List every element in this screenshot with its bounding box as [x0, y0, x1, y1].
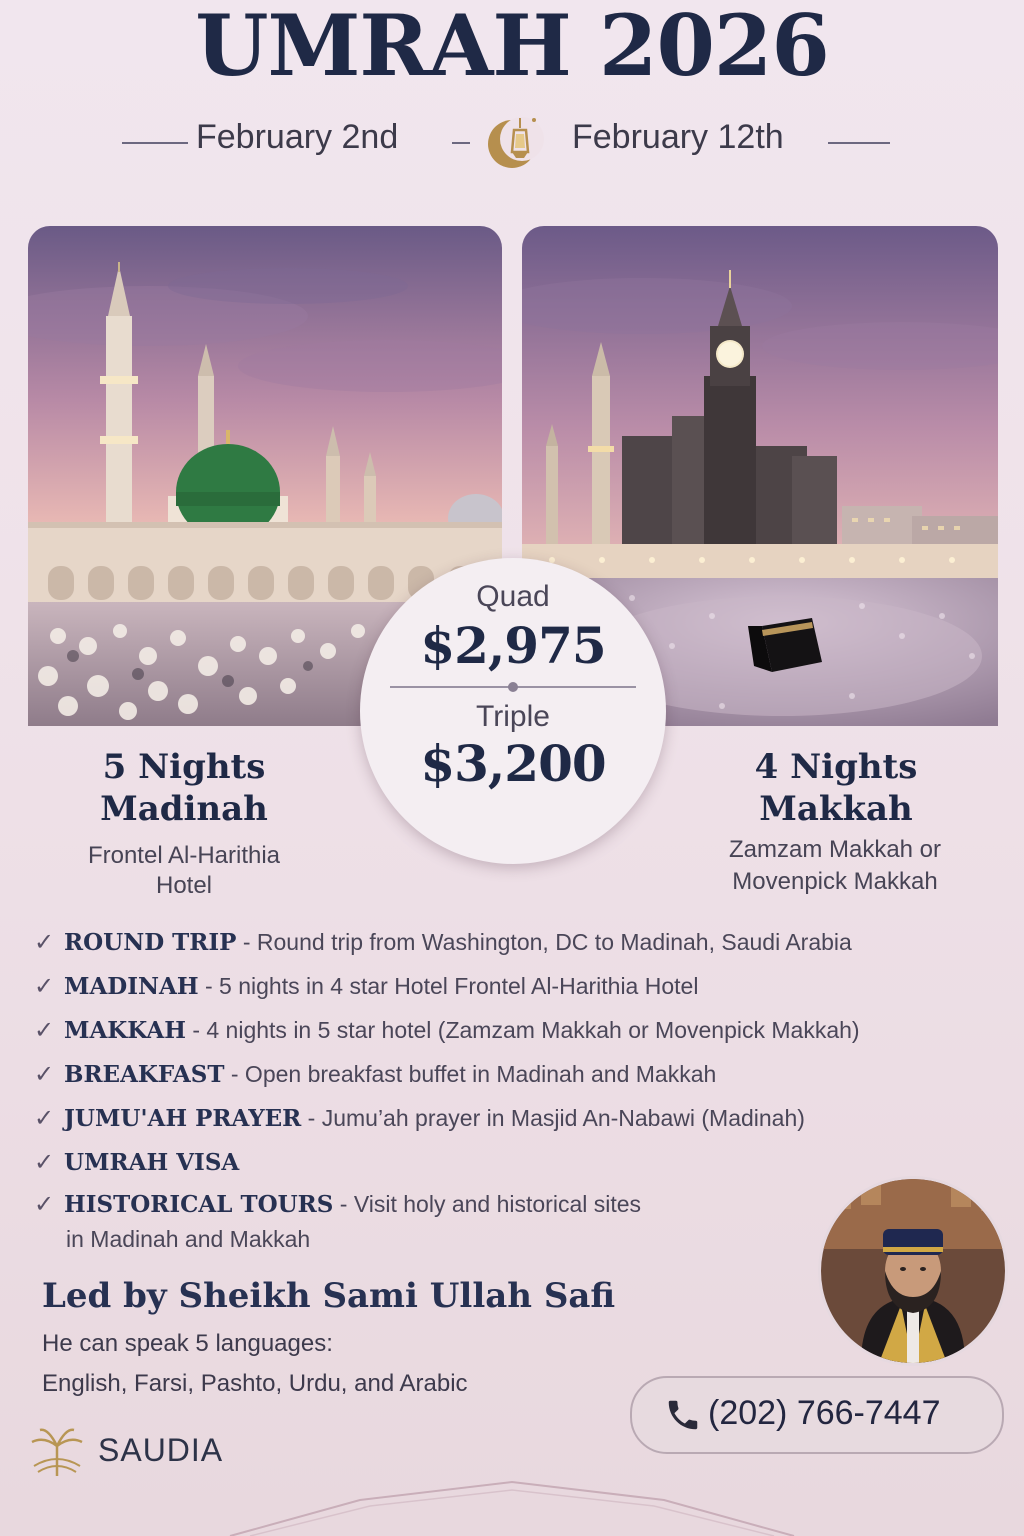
phone-number: (202) 766-7447 — [708, 1394, 941, 1432]
triple-price: $3,200 — [420, 734, 606, 793]
leader-languages-intro: He can speak 5 languages: — [42, 1330, 333, 1357]
check-icon: ✓ — [34, 1017, 55, 1044]
leader-name: Led by Sheikh Sami Ullah Safi — [42, 1276, 616, 1316]
feature-madinah: ✓ MADINAH - 5 nights in 4 star Hotel Frontel Al-Harithia Hotel — [34, 973, 699, 1000]
phone-icon — [664, 1396, 702, 1434]
feature-breakfast: ✓ BREAKFAST - Open breakfast buffet in Madinah and Makkah — [34, 1061, 717, 1088]
crescent-lantern-icon — [478, 106, 550, 178]
price-badge — [360, 558, 666, 864]
leader-languages: English, Farsi, Pashto, Urdu, and Arabic — [42, 1370, 468, 1397]
page-title: UMRAH 2026 — [195, 0, 829, 95]
date-end: February 12th — [572, 118, 784, 156]
feature-jumuah: ✓ JUMU'AH PRAYER - Jumu’ah prayer in Masjid An-Nabawi (Madinah) — [34, 1105, 805, 1132]
check-icon: ✓ — [34, 1191, 55, 1218]
check-icon: ✓ — [34, 1149, 55, 1176]
madinah-hotel-line2: Hotel — [155, 872, 213, 899]
feature-umrah-visa: ✓ UMRAH VISA — [34, 1149, 240, 1176]
makkah-hotel-line1: Zamzam Makkah or — [728, 836, 942, 863]
date-rule-right — [828, 142, 890, 144]
quad-label: Quad — [476, 580, 550, 613]
feature-historical-tours: ✓ HISTORICAL TOURS - Visit holy and historical sites — [34, 1191, 642, 1218]
madinah-city: Madinah — [100, 789, 268, 829]
makkah-hotel-line2: Movenpick Makkah — [732, 868, 938, 895]
price-divider-dot — [508, 682, 518, 692]
makkah-nights: 4 Nights — [754, 747, 918, 787]
check-icon: ✓ — [34, 973, 55, 1000]
date-rule-left — [122, 142, 188, 144]
feature-historical-tours-line2: in Madinah and Makkah — [66, 1226, 311, 1252]
airline-name: SAUDIA — [98, 1432, 224, 1468]
date-dash — [452, 142, 470, 144]
feature-makkah: ✓ MAKKAH - 4 nights in 5 star hotel (Zamzam Makkah or Movenpick Makkah) — [34, 1017, 860, 1044]
saudia-palm-logo — [22, 1422, 92, 1482]
makkah-city: Makkah — [759, 789, 913, 829]
decorative-arch — [0, 1480, 1024, 1536]
phone-button[interactable] — [630, 1376, 1004, 1454]
sheikh-avatar — [818, 1176, 1008, 1366]
check-icon: ✓ — [34, 929, 55, 956]
madinah-nights: 5 Nights — [102, 747, 266, 787]
madinah-hotel-line1: Frontel Al-Harithia — [87, 842, 281, 869]
quad-price: $2,975 — [420, 616, 606, 675]
date-start: February 2nd — [196, 118, 399, 156]
feature-round-trip: ✓ ROUND TRIP - Round trip from Washington, DC to Madinah, Saudi Arabia — [34, 929, 852, 956]
check-icon: ✓ — [34, 1105, 55, 1132]
triple-label: Triple — [476, 700, 550, 733]
check-icon: ✓ — [34, 1061, 55, 1088]
